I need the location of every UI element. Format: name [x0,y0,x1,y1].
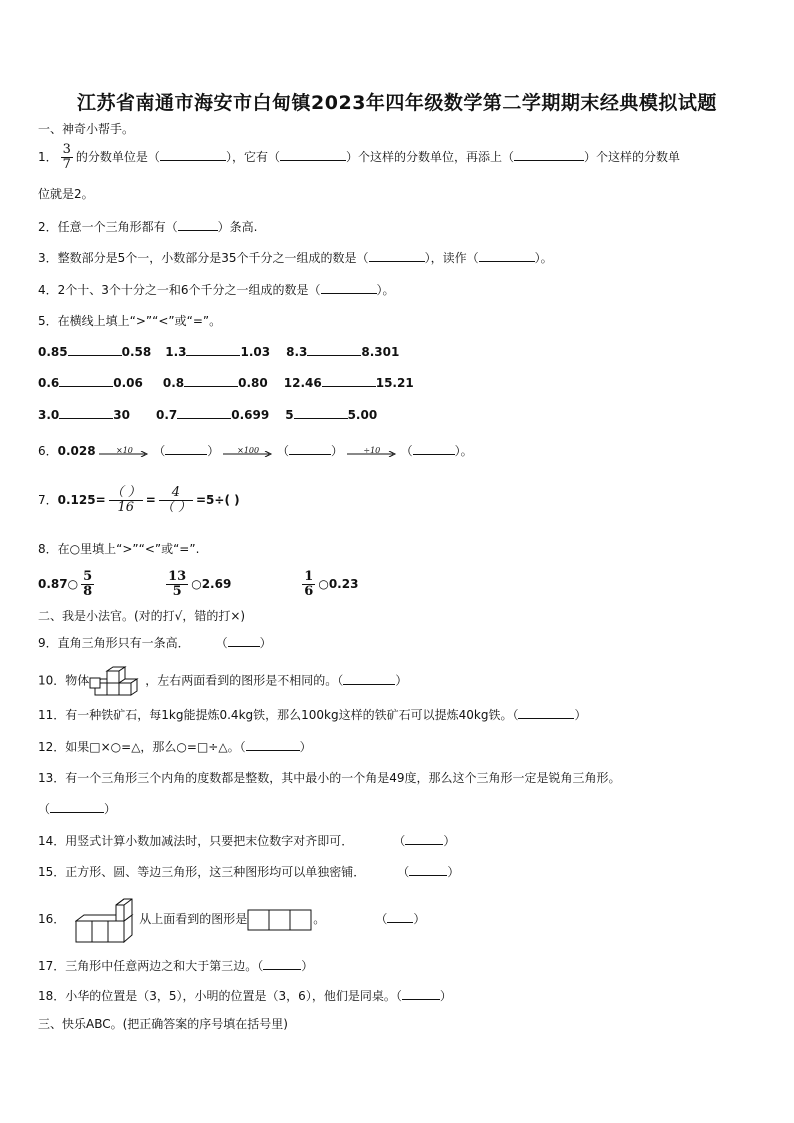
section-1-heading: 一、神奇小帮手。 [38,122,135,136]
q10-answer-blank[interactable] [343,673,395,685]
q6-blank-3[interactable] [413,443,455,455]
q1-blank-1[interactable] [160,149,226,161]
q11-answer-blank[interactable] [518,707,574,719]
q15-answer-blank[interactable] [409,864,447,876]
question-9: 9．直角三角形只有一条高． （ ） [38,636,272,650]
q12-answer-blank[interactable] [246,739,300,751]
q5-row-2: 0.6 0.06 0.8 0.80 12.46 15.21 [38,376,414,390]
question-8: 8．在○里填上“>”“<”或“=”. [38,542,200,556]
q1-number: 1． [38,150,58,164]
q8-fraction-a: $\frac{5}{8}$ [83,569,93,599]
q5-blank[interactable] [184,375,238,387]
cube-row-figure [75,897,139,943]
q5-blank[interactable] [186,344,240,356]
q5-blank[interactable] [177,407,231,419]
top-view-squares-figure [247,909,313,931]
question-15: 15．正方形、圆、等边三角形，这三种图形均可以单独密铺． （ ） [38,865,460,879]
page-title: 江苏省南通市海安市白甸镇2023年四年级数学第二学期期末经典模拟试题 [77,92,717,114]
question-4: 4．2个十、3个十分之一和6个千分之一组成的数是（ ）。 [38,283,395,297]
q5-row-3: 3.0 30 0.7 0.699 5 5.00 [38,408,378,422]
q5-blank[interactable] [294,407,348,419]
q2-blank[interactable] [178,219,218,231]
q7-fraction-1: $\frac{( )}{16}$ [110,485,141,515]
q8-fraction-b: $\frac{13}{5}$ [168,569,187,599]
question-2: 2．任意一个三角形都有（ ）条高. [38,220,258,234]
section-2-heading: 二、我是小法官。(对的打√，错的打×) [38,609,246,623]
q16-answer-blank[interactable] [387,911,413,923]
q5-row-1: 0.85 0.58 1.3 1.03 8.3 8.301 [38,345,400,359]
question-3: 3．整数部分是5个一，小数部分是35个千分之一组成的数是（ ），读作（ ）。 [38,251,553,265]
q3-blank-2[interactable] [479,250,535,262]
q6-blank-2[interactable] [289,443,331,455]
q6-blank-1[interactable] [165,443,207,455]
cube-stack-figure [89,666,145,696]
question-7: 7．0.125= $\frac{( )}{16}$ = $\frac{4}{( )}$ =5÷( ) [38,485,240,515]
right-arrow-icon [223,451,273,457]
q3-blank-1[interactable] [369,250,425,262]
q7-fraction-2: $\frac{4}{( )}$ [160,485,191,515]
q14-answer-blank[interactable] [405,833,443,845]
q1-blank-2[interactable] [280,149,346,161]
right-arrow-icon [347,451,397,457]
question-14: 14．用竖式计算小数加减法时，只要把末位数字对齐即可． （ ） [38,834,456,848]
question-11: 11．有一种铁矿石，每1kg能提炼0.4kg铁，那么100kg这样的铁矿石可以提炼40kg铁。（ ） [38,708,587,722]
q5-blank[interactable] [59,375,113,387]
question-10: 10．物体 ，左右两面看到的图形是不相同的。（ ） [38,666,764,696]
q1-continuation: 位就是2。 [38,187,94,201]
q4-blank[interactable] [321,282,377,294]
q18-answer-blank[interactable] [402,988,440,1000]
q5-blank[interactable] [68,344,122,356]
q1-blank-3[interactable] [514,149,584,161]
section-3-heading: 三、快乐ABC。(把正确答案的序号填在括号里) [38,1017,288,1031]
question-16: 16． 从上面看到的图形是 。 （ ） [38,895,764,943]
q5-blank[interactable] [59,407,113,419]
question-18: 18．小华的位置是（3，5），小明的位置是（3，6），他们是同桌。（ ） [38,989,452,1003]
q13-answer: （ ） [38,802,117,816]
question-5: 5．在横线上填上“>”“<”或“=”。 [38,314,222,328]
question-17: 17．三角形中任意两边之和大于第三边。（ ） [38,959,314,973]
question-13: 13．有一个三角形三个内角的度数都是整数，其中最小的一个角是49度，那么这个三角形一定是锐角三角形。 [38,771,621,785]
q1-fraction: $\frac{3}{7}$ [62,142,71,172]
q5-blank[interactable] [307,344,361,356]
question-12: 12．如果□×○=△，那么○=□÷△。（ ） [38,740,312,754]
arrow-divide-10: ÷10 [347,444,397,460]
question-1: 1． $\frac{3}{7}$ 的分数单位是（ ），它有（ ）个这样的分数单位，再添上（ ）个这样的分数单 [38,142,680,172]
q13-answer-blank[interactable] [50,801,104,813]
q9-answer-blank[interactable] [228,635,260,647]
q8-fraction-c: $\frac{1}{6}$ [304,569,314,599]
right-arrow-icon [99,451,149,457]
q8-items: 0.87○ $\frac{5}{8}$ $\frac{13}{5}$ ○2.69 $\frac{1}{6}$ ○0.23 [38,569,359,599]
q5-blank[interactable] [322,375,376,387]
arrow-times-10: ×10 [99,444,149,460]
arrow-times-100: ×100 [223,444,273,460]
question-6: 6．0.028 ×10 （ ） ×100 （ ） ÷10 （ ）。 [38,444,473,458]
q17-answer-blank[interactable] [263,958,301,970]
